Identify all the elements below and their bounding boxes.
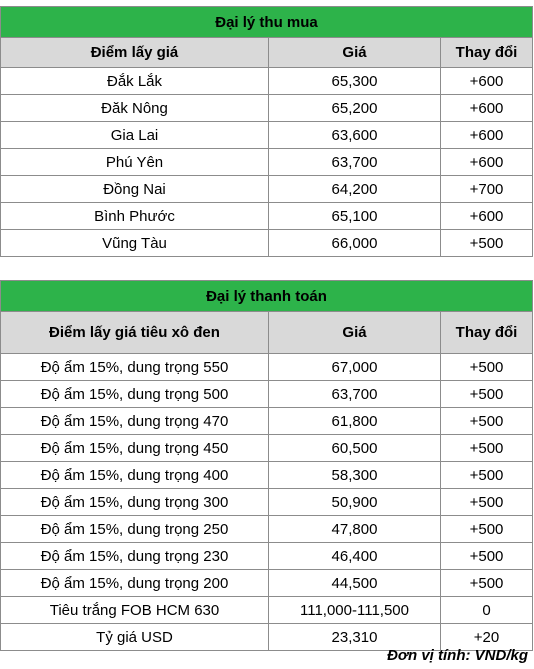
column-header-row	[1, 38, 533, 68]
table-row	[1, 462, 533, 489]
location-cell: Gia Lai	[1, 122, 269, 149]
location-cell: Độ ẩm 15%, dung trọng 250	[1, 516, 269, 543]
change-cell: +500	[441, 489, 533, 516]
change-cell: +600	[441, 149, 533, 176]
change-cell: +500	[441, 408, 533, 435]
table-row	[1, 597, 533, 624]
column-header-change: Thay đổi	[441, 312, 533, 354]
payment-price-table	[0, 280, 533, 651]
column-header-row	[1, 312, 533, 354]
price-cell: 23,310	[269, 624, 441, 651]
location-cell: Đắk Lắk	[1, 68, 269, 95]
price-cell: 65,300	[269, 68, 441, 95]
location-cell: Độ ẩm 15%, dung trọng 230	[1, 543, 269, 570]
price-cell: 67,000	[269, 354, 441, 381]
column-header-location: Điểm lấy giá	[1, 38, 269, 68]
change-cell: +500	[441, 516, 533, 543]
location-cell: Độ ẩm 15%, dung trọng 500	[1, 381, 269, 408]
column-header-price: Giá	[269, 312, 441, 354]
price-cell: 47,800	[269, 516, 441, 543]
column-header-change: Thay đổi	[441, 38, 533, 68]
price-cell: 44,500	[269, 570, 441, 597]
location-cell: Độ ẩm 15%, dung trọng 400	[1, 462, 269, 489]
change-cell: +500	[441, 462, 533, 489]
table-row	[1, 122, 533, 149]
change-cell: 0	[441, 597, 533, 624]
change-cell: +500	[441, 435, 533, 462]
change-cell: +600	[441, 203, 533, 230]
location-cell: Độ ẩm 15%, dung trọng 300	[1, 489, 269, 516]
table-row	[1, 543, 533, 570]
table-title: Đại lý thanh toán	[1, 281, 533, 312]
change-cell: +500	[441, 230, 533, 257]
price-cell: 111,000-111,500	[269, 597, 441, 624]
location-cell: Bình Phước	[1, 203, 269, 230]
location-cell: Phú Yên	[1, 149, 269, 176]
table-title-row	[1, 7, 533, 38]
price-cell: 63,700	[269, 149, 441, 176]
unit-note: Đơn vị tính: VND/kg	[387, 647, 528, 664]
location-cell: Độ ẩm 15%, dung trọng 450	[1, 435, 269, 462]
location-cell: Độ ẩm 15%, dung trọng 550	[1, 354, 269, 381]
table-row	[1, 68, 533, 95]
location-cell: Vũng Tàu	[1, 230, 269, 257]
change-cell: +500	[441, 570, 533, 597]
table-row	[1, 435, 533, 462]
change-cell: +500	[441, 381, 533, 408]
price-cell: 46,400	[269, 543, 441, 570]
price-cell: 50,900	[269, 489, 441, 516]
table-row	[1, 95, 533, 122]
table-row	[1, 516, 533, 543]
location-cell: Đăk Nông	[1, 95, 269, 122]
change-cell: +600	[441, 122, 533, 149]
buying-price-table	[0, 6, 533, 257]
location-cell: Tiêu trắng FOB HCM 630	[1, 597, 269, 624]
price-cell: 60,500	[269, 435, 441, 462]
table-title: Đại lý thu mua	[1, 7, 533, 38]
price-cell: 63,700	[269, 381, 441, 408]
table-row	[1, 408, 533, 435]
change-cell: +500	[441, 354, 533, 381]
price-cell: 64,200	[269, 176, 441, 203]
table-row	[1, 203, 533, 230]
table-row	[1, 176, 533, 203]
price-cell: 66,000	[269, 230, 441, 257]
change-cell: +600	[441, 95, 533, 122]
table-row	[1, 489, 533, 516]
change-cell: +700	[441, 176, 533, 203]
price-cell: 65,100	[269, 203, 441, 230]
location-cell: Tỷ giá USD	[1, 624, 269, 651]
table-row	[1, 149, 533, 176]
price-cell: 61,800	[269, 408, 441, 435]
column-header-price: Giá	[269, 38, 441, 68]
price-cell: 65,200	[269, 95, 441, 122]
change-cell: +600	[441, 68, 533, 95]
location-cell: Độ ẩm 15%, dung trọng 470	[1, 408, 269, 435]
column-header-location: Điểm lấy giá tiêu xô đen	[1, 312, 269, 354]
change-cell: +500	[441, 543, 533, 570]
price-cell: 58,300	[269, 462, 441, 489]
table-row	[1, 354, 533, 381]
change-cell: +20	[441, 624, 533, 651]
table-row	[1, 570, 533, 597]
price-cell: 63,600	[269, 122, 441, 149]
location-cell: Đồng Nai	[1, 176, 269, 203]
location-cell: Độ ẩm 15%, dung trọng 200	[1, 570, 269, 597]
table-title-row	[1, 281, 533, 312]
table-row	[1, 230, 533, 257]
table-row	[1, 381, 533, 408]
